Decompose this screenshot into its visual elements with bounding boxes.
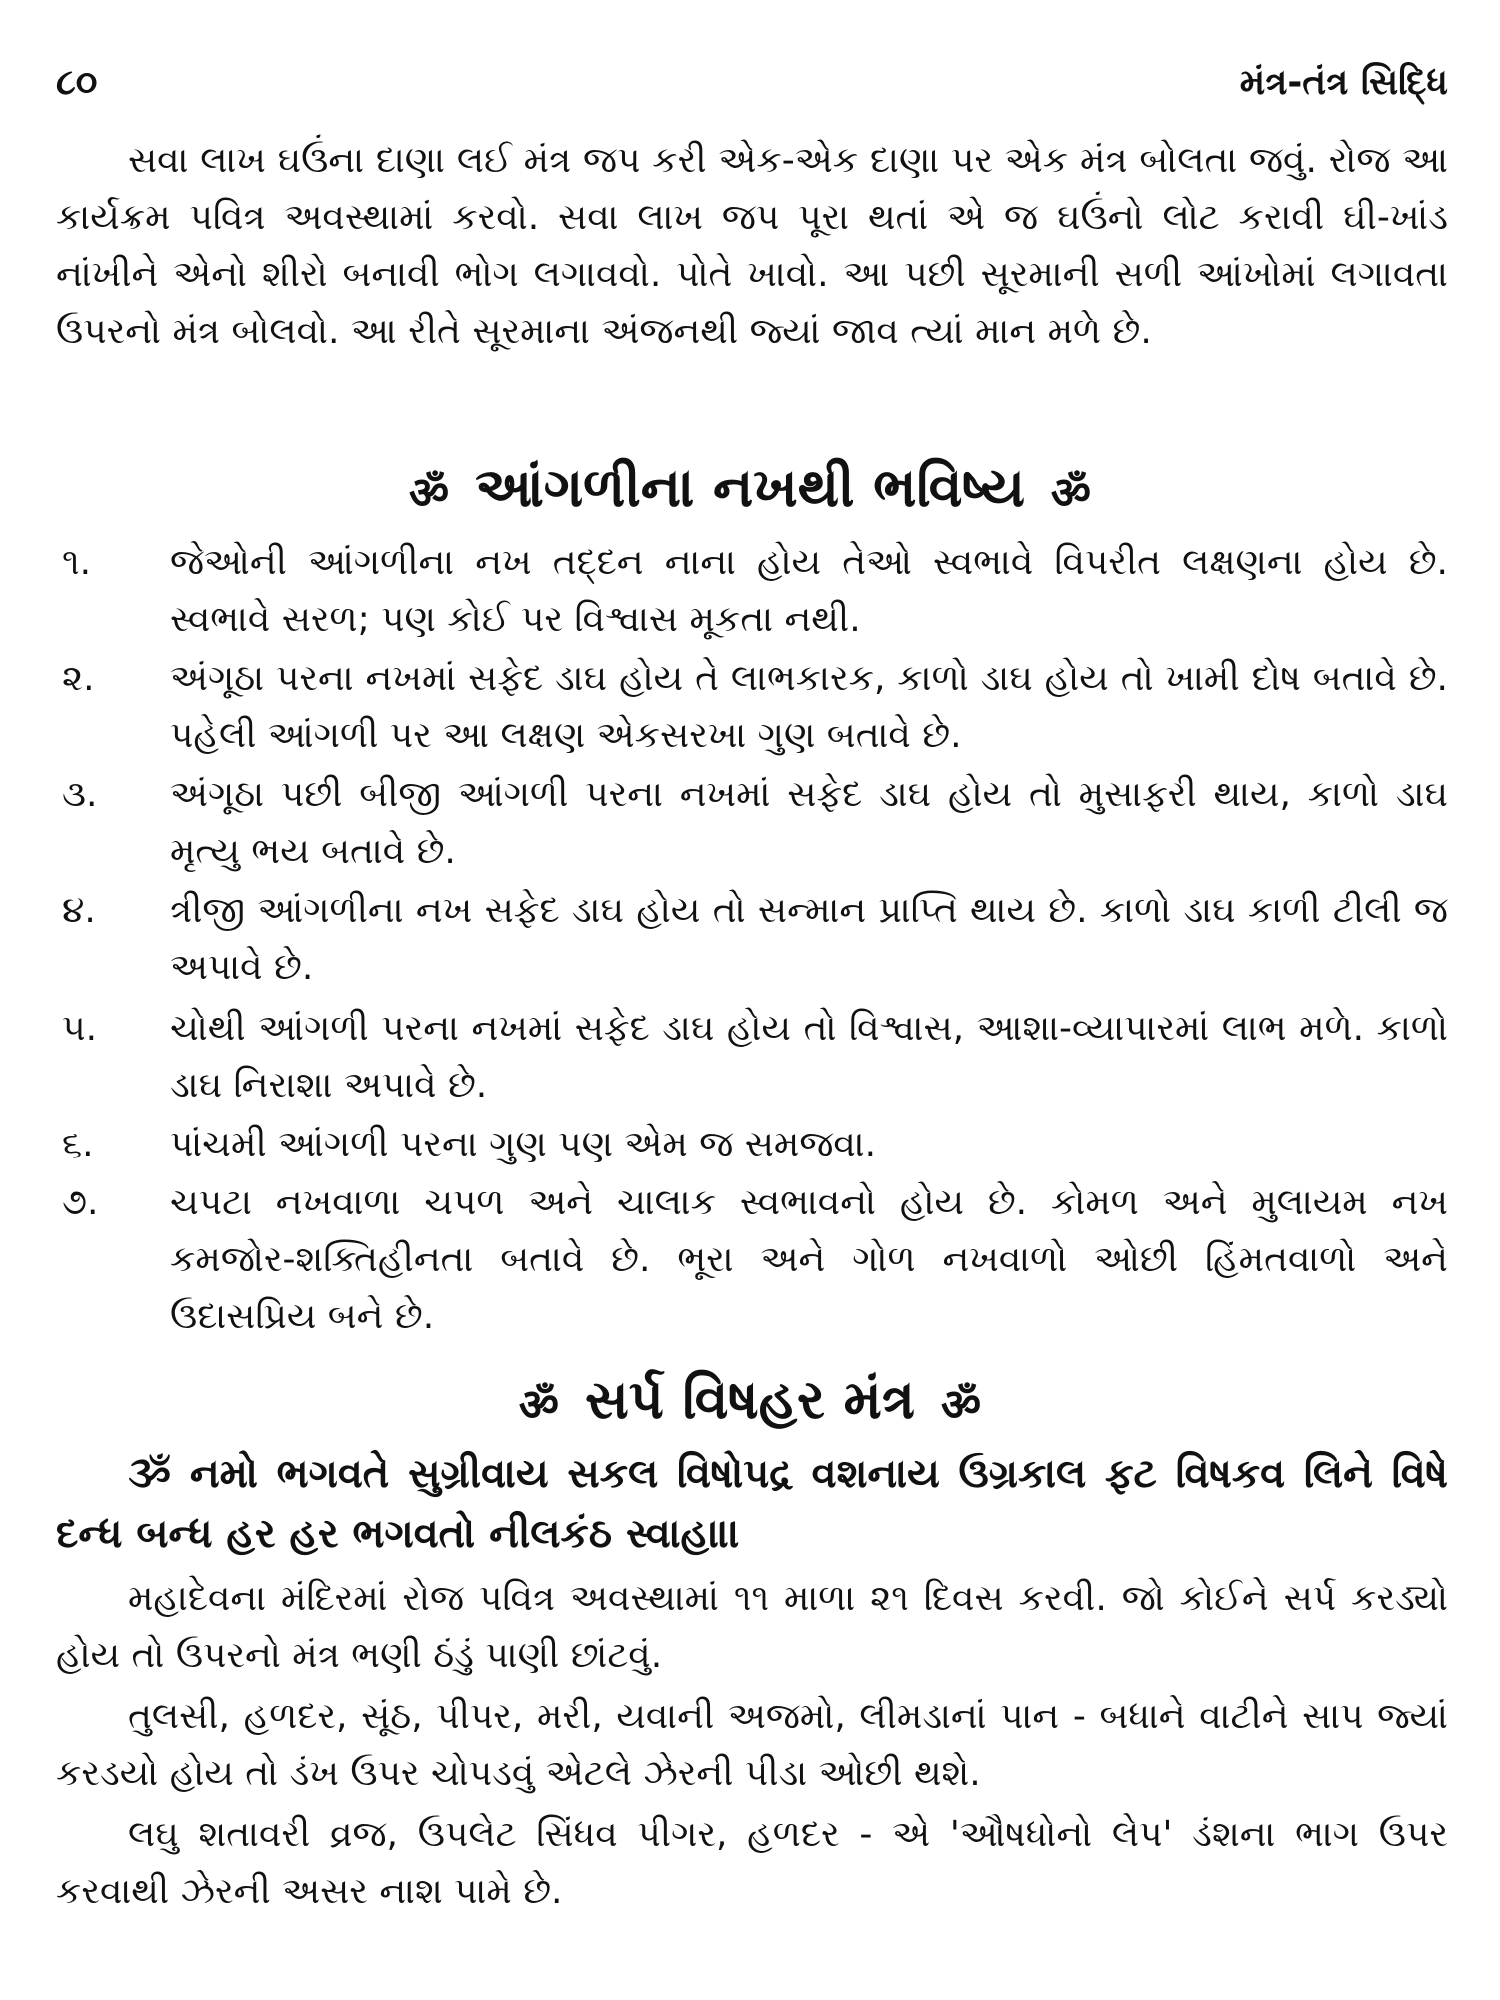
ornament-right-icon: ॐ bbox=[941, 1380, 982, 1432]
item-number: ૧. bbox=[62, 542, 92, 583]
paragraph-text: તુલસી, હળદર, સૂંઠ, પીપર, મરી, યવાની અજમો, લીમડાનાં પાન - બધાને વાટીને સાપ જ્યાં કરડયો હોય તો ડંખ ઉપર ચોપડવું એટલે ઝેરની પીડા ઓછી થશે. bbox=[56, 1696, 1448, 1794]
item-number: ૨. bbox=[62, 658, 95, 699]
running-title: મંત્ર-તંત્ર સિદ્ધિ bbox=[1239, 62, 1448, 103]
item-number: ૪. bbox=[62, 890, 96, 931]
item-text: ચોથી આંગળી પરના નખમાં સફેદ ડાઘ હોય તો વિશ્વાસ, આશા-વ્યાપારમાં લાભ મળે. કાળો ડાઘ નિરાશા અપાવે છે. bbox=[170, 1008, 1448, 1106]
section-title: સર્પ વિષહર મંત્ર bbox=[584, 1368, 916, 1431]
intro-text: સવા લાખ ઘઉંના દાણા લઈ મંત્ર જપ કરી એક-એક દાણા પર એક મંત્ર બોલતા જવું. રોજ આ કાર્યક્રમ પવિત્ર અવસ્થામાં કરવો. સવા લાખ જપ પૂરા થતાં એ જ ઘઉંનો લોટ કરાવી ઘી-ખાંડ નાંખીને એનો શીરો બનાવી ભોગ લગાવવો. પોતે ખાવો. આ પછી સૂરમાની સળી આંખોમાં લગાવતા ઉપરનો મંત્ર બોલવો. આ રીતે સૂરમાના અંજનથી જ્યાં જાવ ત્યાં માન મળે છે. bbox=[56, 140, 1448, 352]
paragraph bbox=[56, 1570, 1448, 1684]
item-text: અંગૂઠા પછી બીજી આંગળી પરના નખમાં સફેદ ડાઘ હોય તો મુસાફરી થાય, કાળો ડાઘ મૃત્યુ ભય બતાવે છે. bbox=[170, 774, 1448, 872]
list-item bbox=[56, 534, 1448, 648]
intro-paragraph bbox=[56, 132, 1448, 432]
list-item bbox=[56, 1000, 1448, 1114]
item-number: ૩. bbox=[62, 774, 98, 815]
paragraph-text: લઘુ શતાવરી વ્રજ, ઉપલેટ સિંધવ પીગર, હળદર - એ 'ઔષધોનો લેપ' ડંશના ભાગ ઉપર કરવાથી ઝેરની અસર નાશ પામે છે. bbox=[56, 1814, 1448, 1912]
section-heading-nails bbox=[0, 456, 1500, 521]
item-text: અંગૂઠા પરના નખમાં સફેદ ડાઘ હોય તે લાભકારક, કાળો ડાઘ હોય તો ખામી દોષ બતાવે છે. પહેલી આંગળી પર આ લક્ષણ એકસરખા ગુણ બતાવે છે. bbox=[170, 658, 1448, 756]
ornament-left-icon: ॐ bbox=[408, 468, 450, 520]
item-text: જેઓની આંગળીના નખ તદ્દન નાના હોય તેઓ સ્વભાવે વિપરીત લક્ષણના હોય છે. સ્વભાવે સરળ; પણ કોઈ પર વિશ્વાસ મૂકતા નથી. bbox=[170, 542, 1448, 640]
item-text: પાંચમી આંગળી પરના ગુણ પણ એમ જ સમજવા. bbox=[170, 1124, 877, 1165]
ornament-right-icon: ॐ bbox=[1050, 468, 1092, 520]
item-text: ચપટા નખવાળા ચપળ અને ચાલાક સ્વભાવનો હોય છે. કોમળ અને મુલાયમ નખ કમજોર-શક્તિહીનતા બતાવે છે. ભૂરા અને ગોળ નખવાળો ઓછી હિંમતવાળો અને ઉદાસપ્રિય બને છે. bbox=[170, 1182, 1448, 1337]
item-number: ૫. bbox=[62, 1008, 98, 1049]
item-text: ત્રીજી આંગળીના નખ સફેદ ડાઘ હોય તો સન્માન પ્રાપ્તિ થાય છે. કાળો ડાઘ કાળી ટીલી જ અપાવે છે. bbox=[170, 890, 1448, 988]
mantra-body: ૐ નમો ભગવતે સુગ્રીવાય સકલ વિષોપદ્ર વશનાય ઉગ્રકાલ ફટ વિષકવ લિને વિષે દન્ધ બન્ધ હર હર ભગવતો નીલકંઠ સ્વાહા।। bbox=[56, 1451, 1448, 1557]
list-item bbox=[56, 1174, 1448, 1345]
list-item bbox=[56, 766, 1448, 880]
list-item bbox=[56, 882, 1448, 996]
ornament-left-icon: ॐ bbox=[518, 1380, 559, 1432]
item-number: ૬. bbox=[62, 1124, 94, 1165]
section-heading-mantra bbox=[0, 1368, 1500, 1433]
paragraph bbox=[56, 1688, 1448, 1802]
item-number: ૭. bbox=[62, 1182, 99, 1223]
paragraph-text: મહાદેવના મંદિરમાં રોજ પવિત્ર અવસ્થામાં ૧૧ માળા ૨૧ દિવસ કરવી. જો કોઈને સર્પ કરડ્યો હોય તો ઉપરનો મંત્ર ભણી ઠંડું પાણી છાંટવું. bbox=[56, 1578, 1448, 1676]
page-number: ૮૦ bbox=[56, 62, 98, 103]
mantra-text bbox=[56, 1444, 1448, 1564]
section-title: આંગળીના નખથી ભવિષ્ય bbox=[475, 456, 1025, 519]
paragraph bbox=[56, 1806, 1448, 1920]
list-item bbox=[56, 1116, 1448, 1173]
list-item bbox=[56, 650, 1448, 764]
